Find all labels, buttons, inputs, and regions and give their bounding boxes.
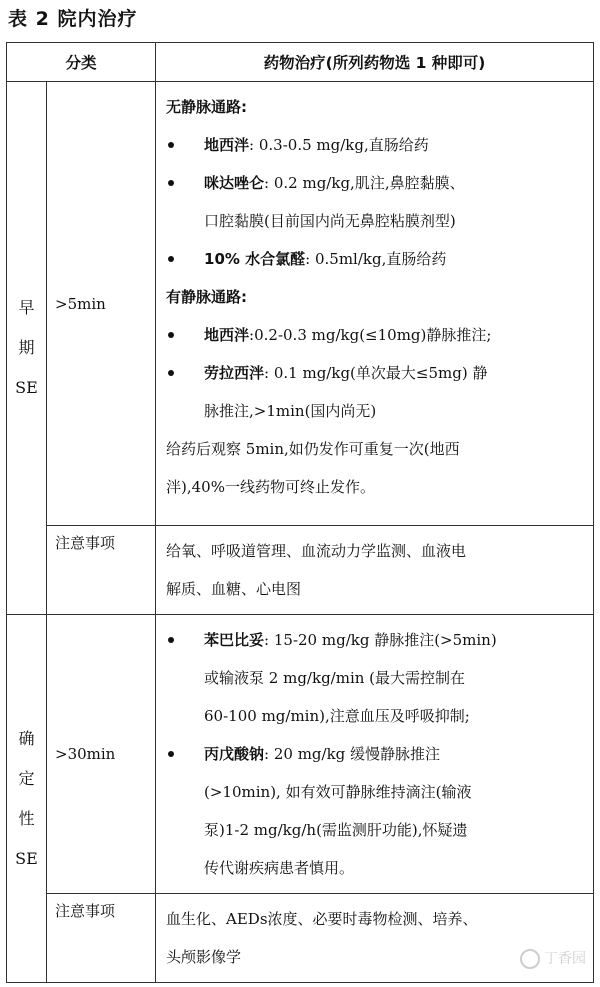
drug-dose: 口腔黏膜(目前国内尚无鼻腔粘膜剂型) <box>204 212 456 230</box>
drug-dose: : 0.2 mg/kg,肌注,鼻腔黏膜、 <box>264 174 465 192</box>
stage-char: SE <box>15 848 38 868</box>
drug-dose: 60-100 mg/min),注意血压及呼吸抑制; <box>204 707 470 725</box>
list-item-continued <box>166 849 585 887</box>
bullet-icon <box>168 370 174 376</box>
stage-char: SE <box>15 378 38 397</box>
time-definite: >30min <box>47 615 156 894</box>
header-category: 分类 <box>7 43 156 82</box>
list-item <box>166 164 585 202</box>
iv-heading: 有静脉通路: <box>166 288 248 306</box>
treatment-table <box>6 42 594 983</box>
header-row <box>7 43 594 82</box>
drug-dose: : 0.3-0.5 mg/kg,直肠给药 <box>249 136 429 154</box>
list-item-continued <box>166 773 585 811</box>
table-title: 表 2 院内治疗 <box>8 8 138 30</box>
notes-line: 血生化、AEDs浓度、必要时毒物检测、培养、 <box>166 910 478 928</box>
no-iv-heading: 无静脉通路: <box>166 98 248 116</box>
drug-dose: : 0.1 mg/kg(单次最大≤5mg) 静 <box>264 364 488 382</box>
header-drug-treatment: 药物治疗(所列药物选 1 种即可) <box>156 43 594 82</box>
bullet-icon <box>168 332 174 338</box>
bullet-icon <box>168 180 174 186</box>
early-notes-row <box>7 526 594 615</box>
early-content <box>156 82 594 526</box>
definite-se-row <box>7 615 594 894</box>
bullet-icon <box>168 142 174 148</box>
drug-dose: : 0.5ml/kg,直肠给药 <box>305 250 447 268</box>
notes-line: 头颅影像学 <box>166 948 242 966</box>
list-item <box>166 621 585 659</box>
list-item <box>166 735 585 773</box>
list-item-continued <box>166 697 585 735</box>
early-se-row <box>7 82 594 526</box>
note-line: 泮),40%一线药物可终止发作。 <box>166 478 375 496</box>
list-item <box>166 316 585 354</box>
drug-dose: 或输液泵 2 mg/kg/min (最大需控制在 <box>204 669 466 687</box>
list-item-continued <box>166 659 585 697</box>
drug-dose: (>10min), 如有效可静脉维持滴注(输液 <box>204 783 472 801</box>
stage-early-se <box>7 82 47 615</box>
bullet-icon <box>168 637 174 643</box>
drug-dose: : 15-20 mg/kg 静脉推注(>5min) <box>264 631 497 649</box>
stage-char: 期 <box>18 338 35 357</box>
time-early: >5min <box>47 82 156 526</box>
list-item-continued <box>166 202 585 240</box>
definite-notes-label: 注意事项 <box>47 894 156 983</box>
stage-char: 确 <box>18 728 35 748</box>
stage-char: 定 <box>18 768 35 788</box>
early-notes-content <box>156 526 594 615</box>
list-item <box>166 240 585 278</box>
stage-char: 性 <box>18 808 35 828</box>
drug-dose: 泵)1-2 mg/kg/h(需监测肝功能),怀疑遗 <box>204 821 468 839</box>
watermark-logo-icon <box>520 949 540 969</box>
drug-name: 地西泮 <box>204 326 250 344</box>
drug-dose: 脉推注,>1min(国内尚无) <box>204 402 377 420</box>
early-notes-label: 注意事项 <box>47 526 156 615</box>
bullet-icon <box>168 256 174 262</box>
drug-dose: :0.2-0.3 mg/kg(≤10mg)静脉推注; <box>249 326 492 344</box>
drug-name: 地西泮 <box>204 136 250 154</box>
stage-definite-se <box>7 615 47 983</box>
drug-name: 苯巴比妥 <box>204 631 265 649</box>
drug-name: 10% 水合氯醛 <box>204 250 306 268</box>
definite-content <box>156 615 594 894</box>
list-item-continued <box>166 392 585 430</box>
bullet-icon <box>168 751 174 757</box>
drug-dose: 传代谢疾病患者慎用。 <box>204 859 355 877</box>
stage-char: 早 <box>18 298 35 317</box>
drug-name: 咪达唑仑 <box>204 174 265 192</box>
list-item <box>166 126 585 164</box>
list-item <box>166 354 585 392</box>
definite-notes-row <box>7 894 594 983</box>
notes-line: 给氧、呼吸道管理、血流动力学监测、血液电 <box>166 542 467 560</box>
list-item-continued <box>166 811 585 849</box>
definite-notes-content <box>156 894 594 983</box>
drug-name: 劳拉西泮 <box>204 364 265 382</box>
drug-dose: : 20 mg/kg 缓慢静脉推注 <box>264 745 441 763</box>
drug-name: 丙戊酸钠 <box>204 745 265 763</box>
watermark-text: 丁香园 <box>544 951 586 967</box>
watermark <box>520 948 586 969</box>
notes-line: 解质、血糖、心电图 <box>166 580 302 598</box>
note-line: 给药后观察 5min,如仍发作可重复一次(地西 <box>166 440 460 458</box>
